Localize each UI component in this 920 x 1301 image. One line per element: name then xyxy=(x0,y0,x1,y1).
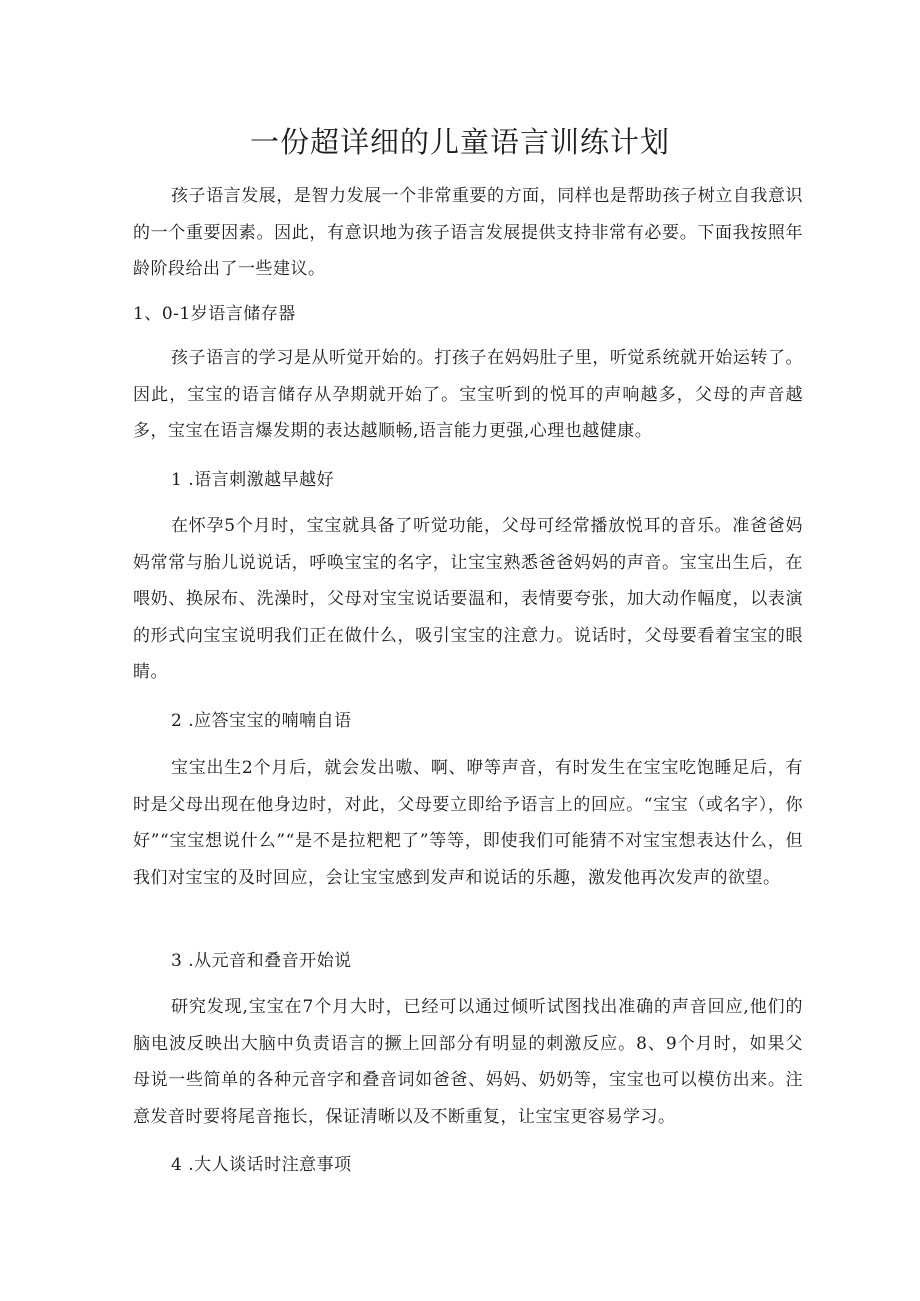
item-heading-2: 2 .应答宝宝的喃喃自语 xyxy=(171,711,352,731)
section-body-0-1-years: 孩子语言的学习是从听觉开始的。打孩子在妈妈肚子里，听觉系统就开始运转了。因此，宝宝的语言储存从孕期就开始了。宝宝听到的悦耳的声响越多，父母的声音越多，宝宝在语言爆发期的表达越顺畅,语言能力更强,心理也越健康。 xyxy=(133,348,803,441)
item-heading-3: 3 .从元音和叠音开始说 xyxy=(171,951,352,971)
intro-paragraph: 孩子语言发展，是智力发展一个非常重要的方面，同样也是帮助孩子树立自我意识的一个重要因素。因此，有意识地为孩子语言发展提供支持非常有必要。下面我按照年龄阶段给出了一些建议。 xyxy=(133,186,803,279)
document-title: 一份超详细的儿童语言训练计划 xyxy=(249,125,670,159)
item-heading-1: 1 .语言刺激越早越好 xyxy=(171,470,335,490)
item-body-2: 宝宝出生2个月后，就会发出嗷、啊、咿等声音，有时发生在宝宝吃饱睡足后，有时是父母出现在他身边时，对此，父母要立即给予语言上的回应。“宝宝（或名字），你好”“宝宝想说什么”“是不是拉粑粑了”等等，即使我们可能猜不对宝宝想表达什么，但我们对宝宝的及时回应，会让宝宝感到发声和说话的乐趣，激发他再次发声的欲望。 xyxy=(133,758,803,888)
section-heading-0-1-years: 1、0-1岁语言储存器 xyxy=(133,304,296,324)
item-heading-4: 4 .大人谈话时注意事项 xyxy=(171,1155,352,1175)
item-body-3: 研究发现,宝宝在7个月大时，已经可以通过倾听试图找出准确的声音回应,他们的脑电波反映出大脑中负责语言的撅上回部分有明显的刺激反应。8、9个月时，如果父母说一些简单的各种元音字和叠音词如爸爸、妈妈、奶奶等，宝宝也可以模仿出来。注意发音时要将尾音拖长，保证清晰以及不断重复，让宝宝更容易学习。 xyxy=(133,997,803,1127)
item-body-1: 在怀孕5个月时，宝宝就具备了听觉功能，父母可经常播放悦耳的音乐。准爸爸妈妈常常与胎儿说说话，呼唤宝宝的名字，让宝宝熟悉爸爸妈妈的声音。宝宝出生后，在喂奶、换尿布、洗澡时，父母对宝宝说话要温和，表情要夸张，加大动作幅度，以表演的形式向宝宝说明我们正在做什么，吸引宝宝的注意力。说话时，父母要看着宝宝的眼睛。 xyxy=(133,516,803,682)
